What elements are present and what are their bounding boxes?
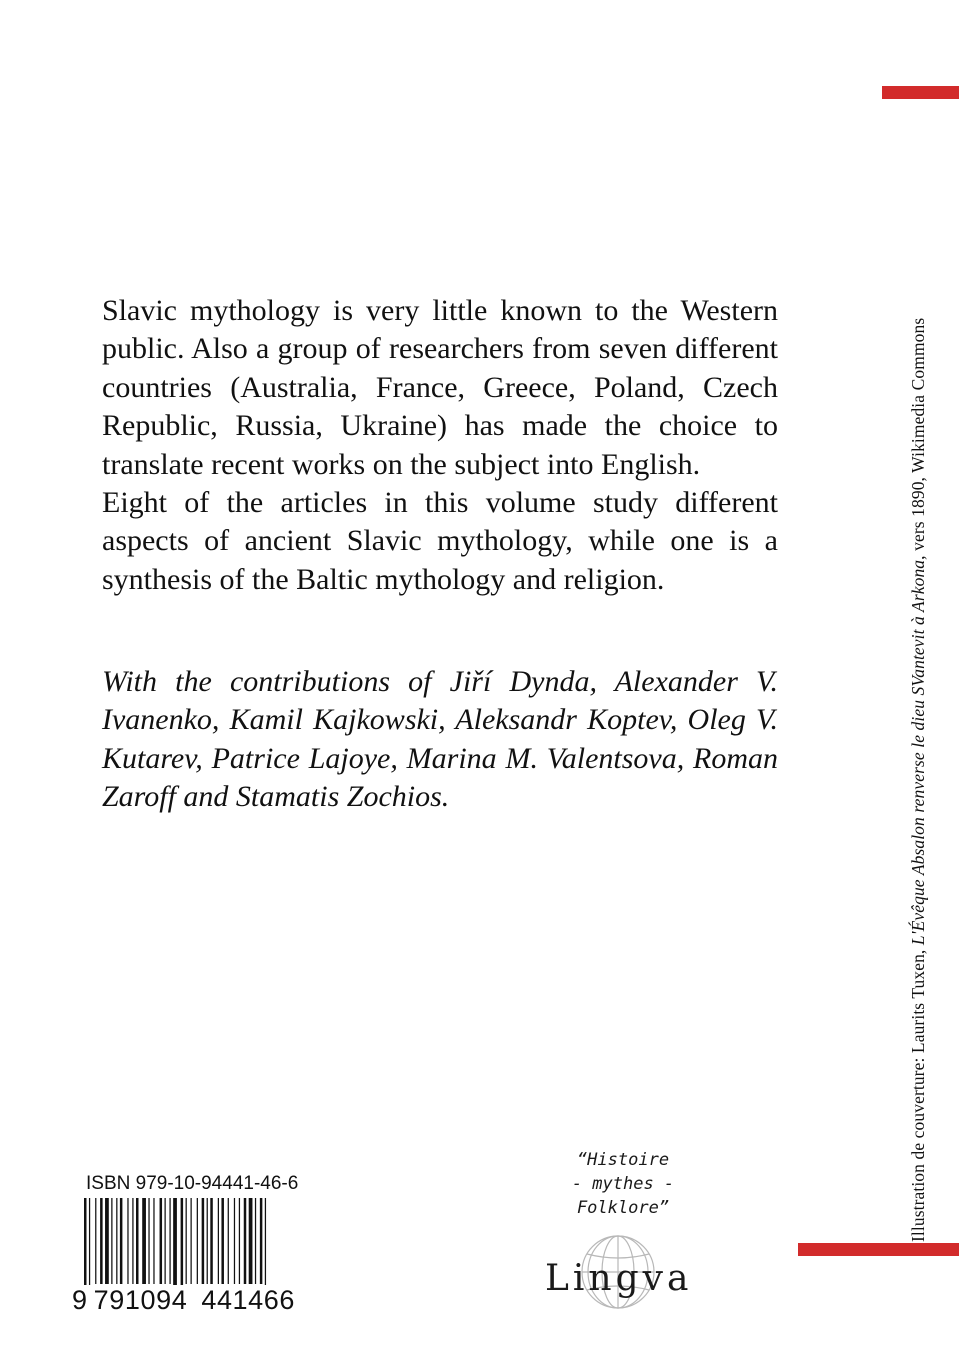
contributors-note: With the contributions of Jiří Dynda, Alexander V. Ivanenko, Kamil Kajkowski, Aleksandr Koptev, Oleg V. Kutarev, Patrice Lajoye, Marina M. Valentsova, Roman Zaroff and Stamatis Zochios. bbox=[102, 665, 778, 814]
isbn-label: ISBN 979-10-94441-46-6 bbox=[86, 1173, 299, 1194]
barcode-bar bbox=[169, 1198, 170, 1284]
barcode-prefix-digit: 9 bbox=[72, 1285, 88, 1315]
barcode-bar bbox=[100, 1198, 103, 1284]
barcode-bar bbox=[120, 1198, 123, 1284]
barcode-bar bbox=[153, 1198, 154, 1284]
barcode-bar bbox=[160, 1198, 163, 1284]
back-cover-description bbox=[102, 292, 778, 599]
barcode-bar bbox=[116, 1198, 117, 1284]
barcode-bar bbox=[234, 1198, 235, 1284]
barcode-group-2: 441466 bbox=[201, 1285, 296, 1315]
barcode-bar bbox=[111, 1198, 112, 1284]
credit-prefix: Illustration de couverture: Laurits Tuxen, bbox=[908, 945, 928, 1242]
barcode-bar bbox=[95, 1198, 96, 1284]
description-paragraph-1: Slavic mythology is very little known to the Western public. Also a group of researchers from seven different countries (Australia, France, Greece, Poland, Czech Republic, Russia, Ukraine) has made the choice to translate recent works on the subject into English. bbox=[102, 294, 778, 481]
credit-suffix: , vers 1890, Wikimedia Commons bbox=[908, 317, 928, 560]
barcode-bar bbox=[148, 1198, 149, 1284]
series-line-2: - mythes - bbox=[571, 1174, 675, 1194]
series-line-3: Folklore” bbox=[576, 1198, 670, 1218]
barcode-bar bbox=[142, 1198, 146, 1284]
barcode-bar bbox=[260, 1198, 263, 1284]
publisher-logo: Lingva bbox=[545, 1258, 693, 1299]
barcode-group-1: 791094 bbox=[93, 1285, 188, 1315]
barcode-bar bbox=[210, 1198, 213, 1284]
barcode-bar bbox=[173, 1198, 177, 1296]
barcode-bar bbox=[197, 1198, 198, 1284]
credit-artwork-title: L'Évêque Absalon renverse le dieu SVantevit à Arkona bbox=[908, 559, 928, 946]
barcode-bar bbox=[127, 1198, 128, 1284]
barcode-bar bbox=[105, 1198, 109, 1284]
bottom-red-bar bbox=[798, 1243, 959, 1256]
barcode-bar bbox=[255, 1198, 256, 1284]
barcode-bar bbox=[244, 1198, 247, 1284]
barcode-bar bbox=[165, 1198, 166, 1284]
barcode-bar bbox=[202, 1198, 205, 1284]
barcode-bar bbox=[84, 1198, 87, 1296]
barcode-number bbox=[70, 1285, 297, 1316]
barcode-bar bbox=[207, 1198, 208, 1284]
barcode-bar bbox=[228, 1198, 229, 1284]
series-line-1: “Histoire bbox=[576, 1150, 670, 1170]
barcode-bar bbox=[218, 1198, 219, 1284]
barcode-bar bbox=[181, 1198, 184, 1296]
series-tagline bbox=[548, 1148, 698, 1220]
cover-illustration-credit bbox=[908, 318, 929, 1242]
barcode-bar bbox=[89, 1198, 90, 1296]
barcode-bar bbox=[221, 1198, 224, 1284]
barcode bbox=[82, 1198, 308, 1296]
barcode-bar bbox=[186, 1198, 187, 1284]
barcode-bar bbox=[132, 1198, 133, 1284]
barcode-bar bbox=[249, 1198, 253, 1284]
description-paragraph-2: Eight of the articles in this volume study different aspects of ancient Slavic mythology, while one is a synthesis of the Baltic mythology and religion. bbox=[102, 486, 778, 596]
barcode-bar bbox=[239, 1198, 240, 1284]
barcode-bar bbox=[191, 1198, 192, 1284]
top-red-bar bbox=[882, 86, 959, 99]
barcode-bar bbox=[136, 1198, 139, 1284]
barcode-bar bbox=[265, 1198, 266, 1296]
